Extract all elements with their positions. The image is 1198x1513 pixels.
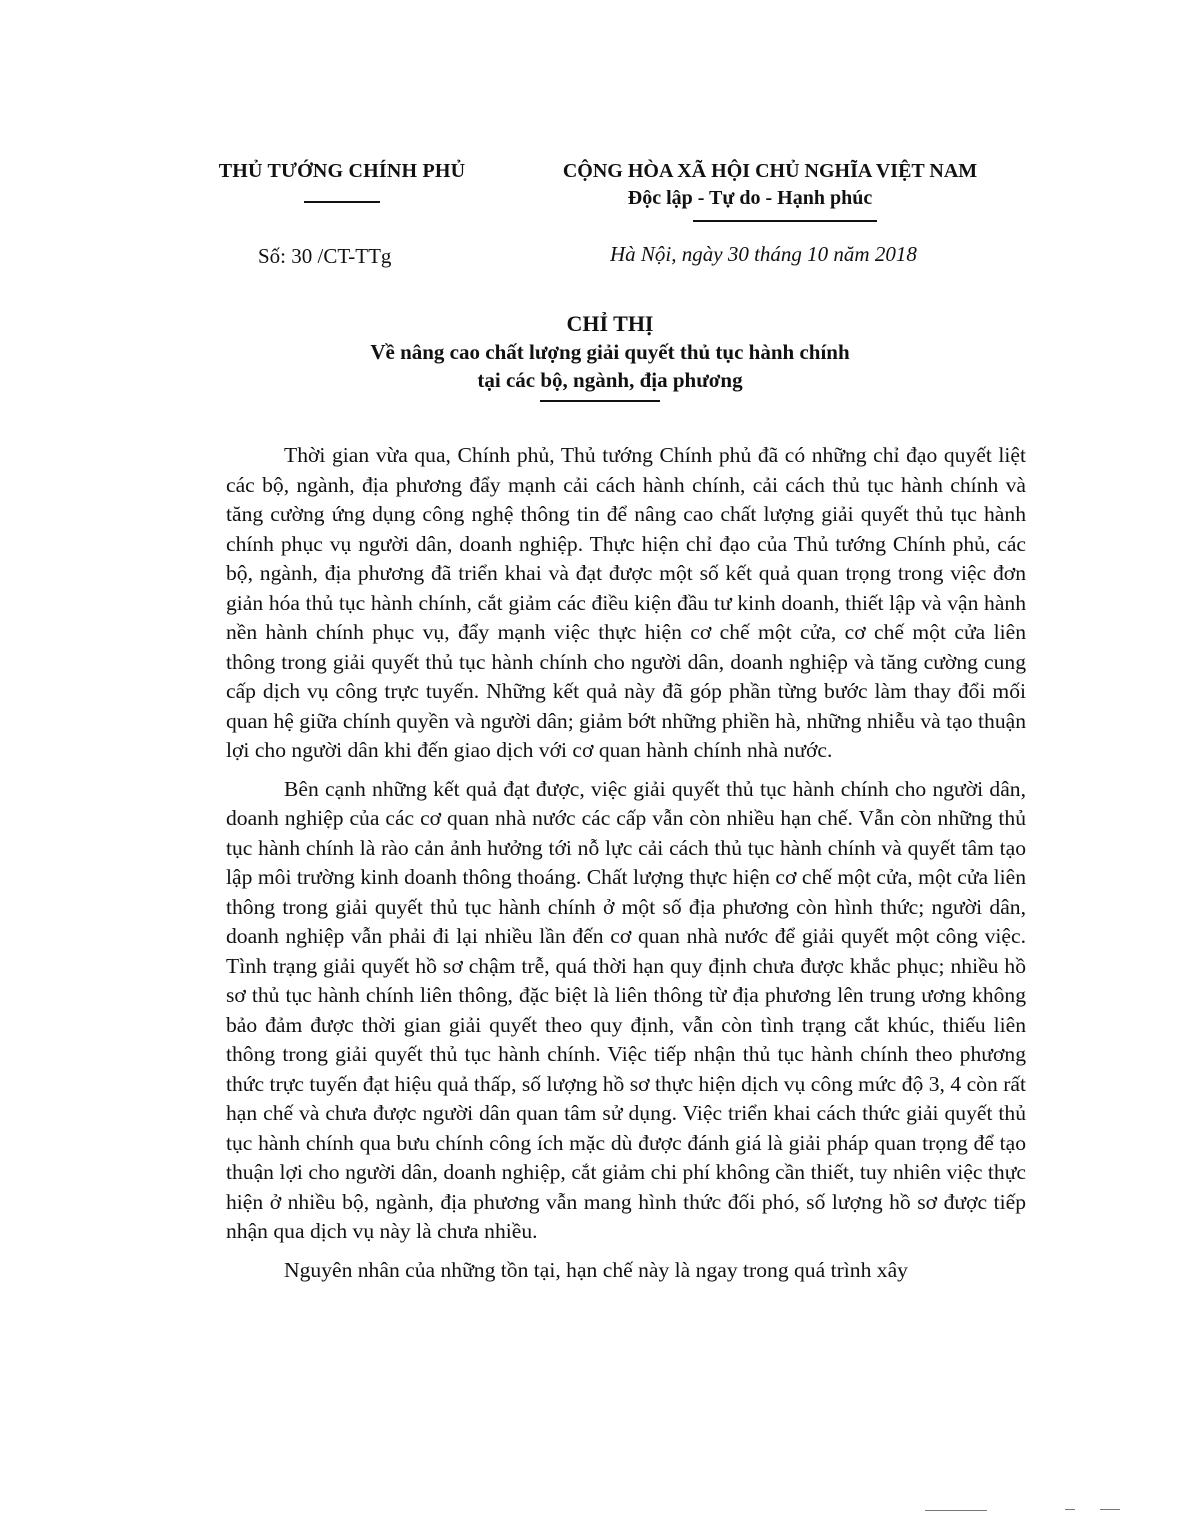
paragraph: Nguyên nhân của những tồn tại, hạn chế này là ngay trong quá trình xây: [284, 1257, 908, 1282]
national-motto: Độc lập - Tự do - Hạnh phúc: [627, 187, 873, 209]
document-type: CHỈ THỊ: [566, 311, 654, 336]
paragraph: Thời gian vừa qua, Chính phủ, Thủ tướng Chính phủ đã có những chỉ đạo quyết liệt các bộ, ngành, địa phương đẩy mạnh cải cách hành chính, cải cách thủ tục hành chính và tăng cường ứng dụng công nghệ thông tin để nâng cao chất lượng giải quyết thủ tục hành chính phục vụ người dân, doanh nghiệp. Thực hiện chỉ đạo của Thủ tướng Chính phủ, các bộ, ngành, địa phương đã triển khai và đạt được một số kết quả quan trọng trong việc đơn giản hóa thủ tục hành chính, cắt giảm các điều kiện đầu tư kinh doanh, thiết lập và vận hành nền hành chính phục vụ, đẩy mạnh việc thực hiện cơ chế một cửa, cơ chế một cửa liên thông trong giải quyết thủ tục hành chính cho người dân, doanh nghiệp và tăng cường cung cấp dịch vụ công trực tuyến. Những kết quả này đã góp phần từng bước làm thay đổi mối quan hệ giữa chính quyền và người dân; giảm bớt những phiền hà, những nhiễu và tạo thuận lợi cho người dân khi đến giao dịch với cơ quan hành chính nhà nước.: [226, 443, 1026, 762]
subject-line-1: Về nâng cao chất lượng giải quyết thủ tục hành chính: [370, 340, 850, 364]
scan-artifact: [925, 1510, 987, 1511]
motto-underline: [693, 220, 877, 222]
document-body: [226, 441, 1026, 1294]
scan-artifact: [1065, 1509, 1075, 1510]
paragraph: Bên cạnh những kết quả đạt được, việc giải quyết thủ tục hành chính cho người dân, doanh nghiệp của các cơ quan nhà nước các cấp vẫn còn nhiều hạn chế. Vẫn còn những thủ tục hành chính là rào cản ảnh hưởng tới nỗ lực cải cách thủ tục hành chính và quyết tâm tạo lập môi trường kinh doanh thông thoáng. Chất lượng thực hiện cơ chế một cửa, một cửa liên thông trong giải quyết thủ tục hành chính ở một số địa phương còn hình thức; người dân, doanh nghiệp vẫn phải đi lại nhiều lần đến cơ quan nhà nước để giải quyết một công việc. Tình trạng giải quyết hồ sơ chậm trễ, quá thời hạn quy định chưa được khắc phục; nhiều hồ sơ thủ tục hành chính liên thông, đặc biệt là liên thông từ địa phương lên trung ương không bảo đảm được thời gian giải quyết theo quy định, vẫn còn tình trạng cắt khúc, thiếu liên thông trong giải quyết thủ tục hành chính. Việc tiếp nhận thủ tục hành chính theo phương thức trực tuyến đạt hiệu quả thấp, số lượng hồ sơ thực hiện dịch vụ công mức độ 3, 4 còn rất hạn chế và chưa được người dân quan tâm sử dụng. Việc triển khai cách thức giải quyết thủ tục hành chính qua bưu chính công ích mặc dù được đánh giá là giải pháp quan trọng để tạo thuận lợi cho người dân, doanh nghiệp, cắt giảm chi phí không cần thiết, tuy nhiên việc thực hiện ở nhiều bộ, ngành, địa phương vẫn mang hình thức đối phó, số lượng hồ sơ được tiếp nhận qua dịch vụ này là chưa nhiều.: [226, 776, 1026, 1243]
title-underline: [540, 400, 660, 402]
nation-name: CỘNG HÒA XÃ HỘI CHỦ NGHĨA VIỆT NAM: [562, 160, 978, 182]
document-number: Số: 30 /CT-TTg: [258, 244, 392, 268]
place-date: Hà Nội, ngày 30 tháng 10 năm 2018: [610, 242, 917, 266]
issuer-name: THỦ TƯỚNG CHÍNH PHỦ: [218, 160, 466, 182]
document-title-block: [300, 310, 920, 402]
issuer-underline: [304, 201, 380, 203]
subject-line-2: tại các bộ, ngành, địa phương: [477, 368, 743, 392]
scan-artifact: [1100, 1509, 1120, 1510]
national-header: [540, 160, 1060, 222]
